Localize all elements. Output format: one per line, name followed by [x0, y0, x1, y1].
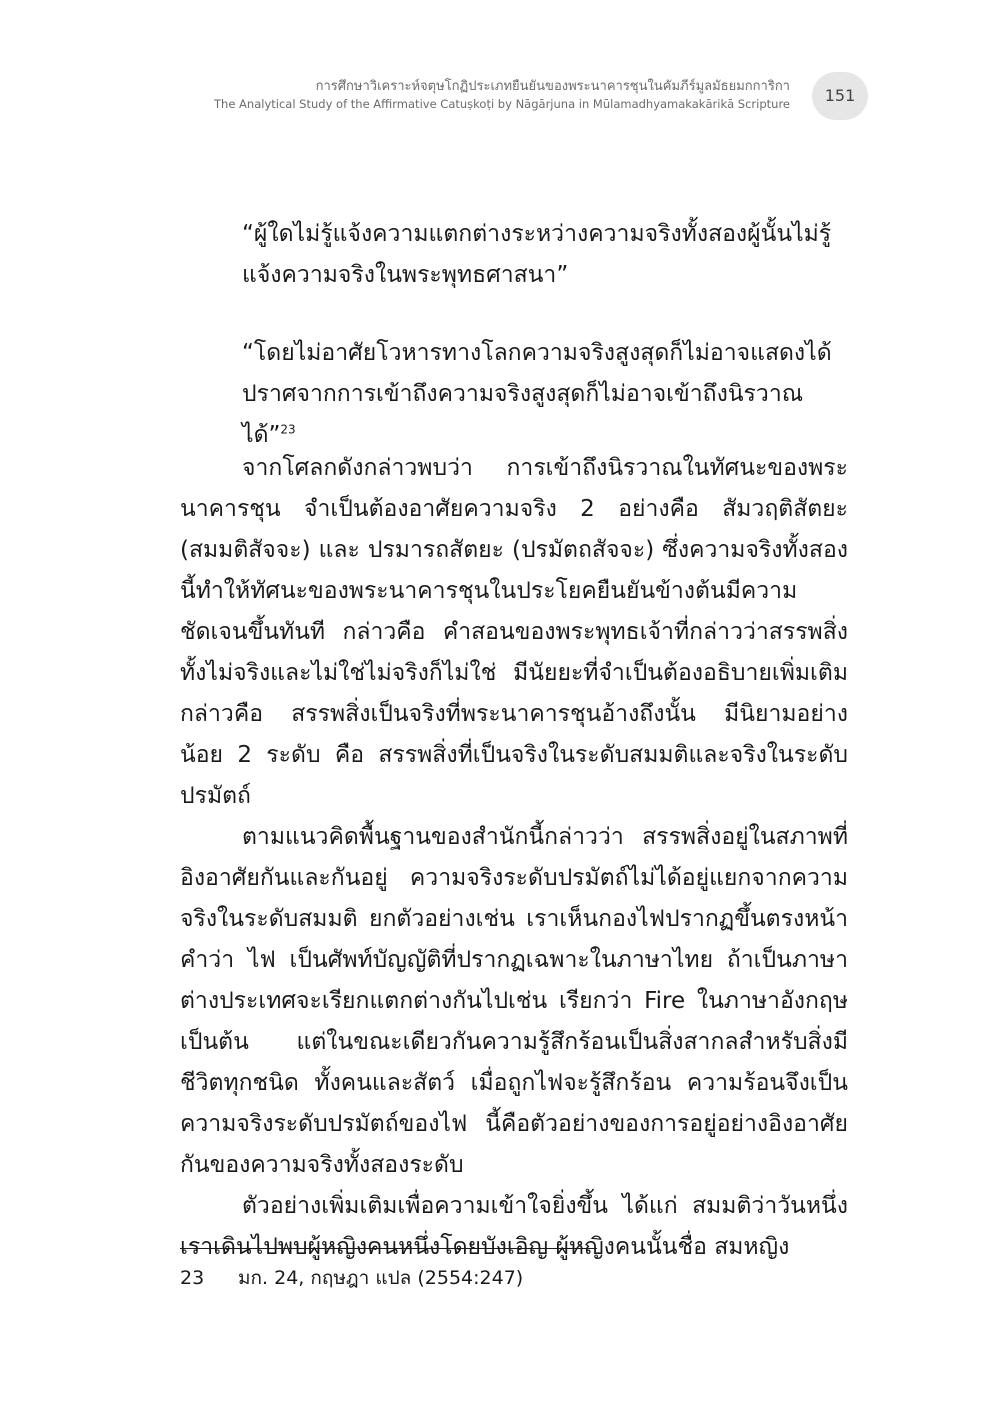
- footnote: [180, 1264, 523, 1292]
- paragraph-1: จากโศลกดังกล่าวพบว่า การเข้าถึงนิรวาณในทัศนะของพระนาคารชุน จำเป็นต้องอาศัยความจริง 2 อย่างคือ สัมวฤติสัตยะ (สมมติสัจจะ) และ ปรมารถสัตยะ (ปรมัตถสัจจะ) ซึ่งความจริงทั้งสองนี้ทำให้ทัศนะของพระนาคารชุนในประโยคยืนยันข้างต้นมีความชัดเจนขึ้นทันที กล่าวคือ คำสอนของพระพุทธเจ้าที่กล่าวว่าสรรพสิ่งทั้งไม่จริงและไม่ใช่ไม่จริงก็ไม่ใช่ มีนัยยะที่จำเป็นต้องอธิบายเพิ่มเติม กล่าวคือ สรรพสิ่งเป็นจริงที่พระนาคารชุนอ้างถึงนั้น มีนิยามอย่างน้อย 2 ระดับ คือ สรรพสิ่งที่เป็นจริงในระดับสมมติและจริงในระดับปรมัตถ์: [180, 455, 848, 809]
- footnote-divider: [180, 1248, 597, 1249]
- header-title-thai: การศึกษาวิเคราะห์จตุษโกฏิประเภทยืนยันของพระนาคารชุนในคัมภีร์มูลมัธยมกการิกา: [315, 79, 790, 94]
- verse-quote-2-text: “โดยไม่อาศัยโวหารทางโลกความจริงสูงสุดก็ไม่อาจแสดงได้ ปราศจากการเข้าถึงความจริงสูงสุดก็ไม่อาจเข้าถึงนิรวาณได้”: [242, 340, 832, 448]
- verse-quote-1-text: “ผู้ใดไม่รู้แจ้งความแตกต่างระหว่างความจริงทั้งสองผู้นั้นไม่รู้แจ้งความจริงในพระพุทธศาสนา”: [242, 221, 832, 288]
- paragraph-2: ตามแนวคิดพื้นฐานของสำนักนี้กล่าวว่า สรรพสิ่งอยู่ในสภาพที่อิงอาศัยกันและกันอยู่ ความจริงระดับปรมัตถ์ไม่ได้อยู่แยกจากความจริงในระดับสมมติ ยกตัวอย่างเช่น เราเห็นกองไฟปรากฏขึ้นตรงหน้า คำว่า ไฟ เป็นศัพท์บัญญัติที่ปรากฏเฉพาะในภาษาไทย ถ้าเป็นภาษาต่างประเทศจะเรียกแตกต่างกันไปเช่น เรียกว่า Fire ในภาษาอังกฤษ เป็นต้น แต่ในขณะเดียวกันความรู้สึกร้อนเป็นสิ่งสากลสำหรับสิ่งมีชีวิตทุกชนิด ทั้งคนและสัตว์ เมื่อถูกไฟจะรู้สึกร้อน ความร้อนจึงเป็นความจริงระดับปรมัตถ์ของไฟ นี้คือตัวอย่างของการอยู่อย่างอิงอาศัยกันของความจริงทั้งสองระดับ: [180, 824, 848, 1178]
- footnote-text: มก. 24, กฤษฎา แปล (2554:247): [238, 1267, 524, 1289]
- paragraph-3: ตัวอย่างเพิ่มเติมเพื่อความเข้าใจยิ่งขึ้น ได้แก่ สมมติว่าวันหนึ่ง เราเดินไปพบผู้หญิงคนหนึ่งโดยบังเอิญ ผู้หญิงคนนั้นชื่อ สมหญิง: [180, 1193, 848, 1260]
- running-header: [214, 78, 790, 112]
- footnote-number: 23: [180, 1267, 205, 1289]
- footnote-reference: 23: [280, 422, 296, 437]
- verse-quote-1: [242, 214, 848, 296]
- page-number-badge: 151: [812, 72, 868, 120]
- header-title-english: The Analytical Study of the Affirmative Catuṣkoṭi by Nāgārjuna in Mūlamadhyamakakārikā Scripture: [214, 97, 790, 111]
- verse-quote-2: [242, 333, 848, 456]
- body-text: [180, 448, 848, 1268]
